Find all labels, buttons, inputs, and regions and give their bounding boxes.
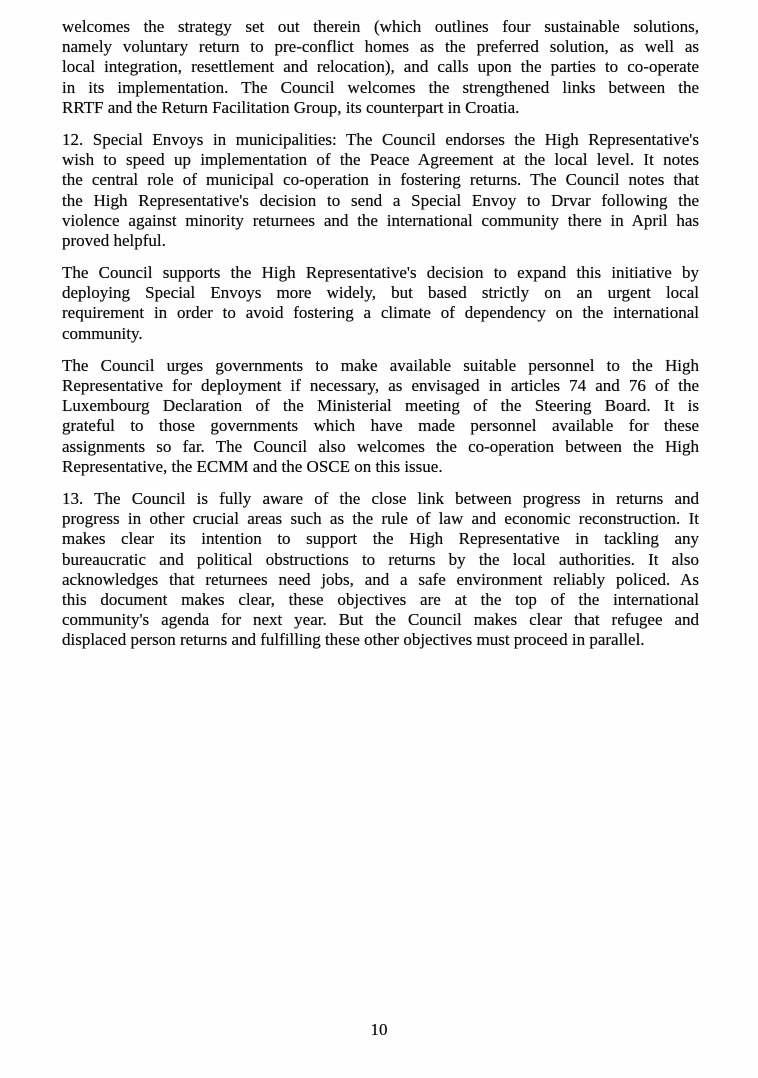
paragraph-12 (62, 130, 699, 251)
text-line: in its implementation. The Council welcomes the strengthened links between the (62, 77, 699, 97)
text-line: 12. Special Envoys in municipalities: The Council endorses the High Representative's (62, 129, 699, 149)
text-line: Luxembourg Declaration of the Ministerial meeting of the Steering Board. It is (62, 396, 699, 416)
text-line: this document makes clear, these objectives are at the top of the international (62, 589, 699, 609)
text-line: grateful to those governments which have made personnel available for these (62, 416, 699, 436)
text-line: the central role of municipal co-operation in fostering returns. The Council notes that (62, 170, 699, 190)
text-line: community. (62, 323, 143, 343)
text-line: wish to speed up implementation of the Peace Agreement at the local level. It notes (62, 150, 699, 170)
text-line: Representative, the ECMM and the OSCE on this issue. (62, 456, 443, 476)
text-line: acknowledges that returnees need jobs, and a safe environment reliably policed. As (62, 569, 699, 589)
text-line: The Council supports the High Representative's decision to expand this initiative by (62, 263, 699, 283)
text-line: bureaucratic and political obstructions to returns by the local authorities. It also (62, 549, 699, 569)
page-number: 10 (370, 1020, 388, 1039)
text-line: requirement in order to avoid fostering a climate of dependency on the international (62, 303, 699, 323)
continuation-paragraph (62, 17, 699, 118)
text-line: violence against minority returnees and the international community there in April has (62, 210, 699, 230)
text-line: community's agenda for next year. But the Council makes clear that refugee and (62, 610, 699, 630)
paragraph-13 (62, 489, 699, 651)
text-line: The Council urges governments to make available suitable personnel to the High (62, 355, 699, 375)
text-line: displaced person returns and fulfilling these other objectives must proceed in parallel. (62, 630, 645, 650)
text-line: RRTF and the Return Facilitation Group, its counterpart in Croatia. (62, 97, 520, 117)
text-line: welcomes the strategy set out therein (which outlines four sustainable solutions, (62, 17, 699, 36)
text-line: 13. The Council is fully aware of the close link between progress in returns and (62, 488, 699, 508)
document-body (62, 17, 699, 662)
text-line: assignments so far. The Council also welcomes the co-operation between the High (62, 436, 699, 456)
text-line: proved helpful. (62, 230, 166, 250)
paragraph-12b (62, 356, 699, 477)
text-line: local integration, resettlement and relocation), and calls upon the parties to co-operate (62, 57, 699, 77)
text-line: the High Representative's decision to send a Special Envoy to Drvar following the (62, 190, 699, 210)
paragraph-12a (62, 263, 699, 344)
text-line: Representative for deployment if necessary, as envisaged in articles 74 and 76 of the (62, 376, 699, 395)
text-line: progress in other crucial areas such as the rule of law and economic reconstruction. It (62, 509, 699, 529)
text-line: makes clear its intention to support the High Representative in tackling any (62, 529, 699, 549)
text-line: deploying Special Envoys more widely, but based strictly on an urgent local (62, 283, 699, 303)
text-line: namely voluntary return to pre-conflict homes as the preferred solution, as well as (62, 37, 699, 57)
